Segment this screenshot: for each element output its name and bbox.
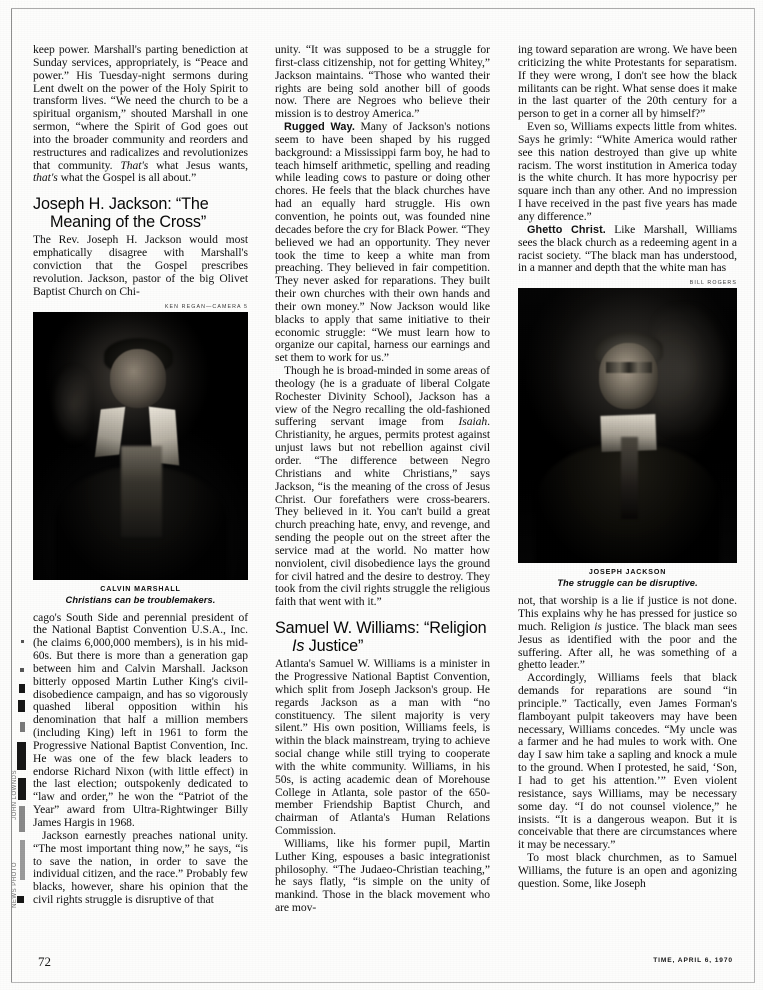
gutter-artifact bbox=[17, 742, 26, 770]
italic-word: is bbox=[594, 619, 602, 633]
photo-highlight bbox=[50, 365, 89, 445]
photo-calvin-marshall bbox=[33, 312, 248, 580]
gutter-speck bbox=[21, 640, 24, 643]
issue-line: TIME, APRIL 6, 1970 bbox=[653, 957, 733, 964]
italic-phrase: That's bbox=[120, 158, 149, 172]
section-heading-jackson bbox=[33, 196, 248, 231]
page-number: 72 bbox=[38, 954, 51, 969]
paragraph: The Rev. Joseph H. Jackson would most emphatically disagree with Marshall's conviction that the Gospel prescribes revolution. Jackson, pastor of the big Olivet Baptist Church on Chi- bbox=[33, 233, 248, 298]
gutter-artifact bbox=[18, 700, 25, 712]
photo-necktie bbox=[621, 437, 639, 520]
column-middle bbox=[275, 44, 490, 915]
photo-caption-name: CALVIN MARSHALL bbox=[100, 584, 181, 593]
paragraph: Even so, Williams expects little from whites. Says he grimly: “White America would rather see this nation destroyed than give up white racism. The worst institution in America today is the white church. It has more hypocrisy per square inch than any other. And no impression I have received in the past five years has made any difference.” bbox=[518, 120, 737, 223]
gutter-speck bbox=[20, 722, 25, 732]
column-left bbox=[33, 44, 248, 907]
paragraph-with-runin-heading bbox=[275, 121, 490, 365]
heading-line-2 bbox=[275, 638, 490, 656]
paragraph: not, that worship is a lie if justice is not done. This explains why he has pressed for justice so much. Religion is justice. The black man sees Jesus as identified with the poor and the suffering. After all, he was something of a ghetto leader.” bbox=[518, 594, 738, 672]
gutter-artifact bbox=[18, 778, 26, 800]
gutter-artifact bbox=[19, 684, 25, 693]
gutter-speck bbox=[20, 668, 24, 672]
italic-phrase: that's bbox=[33, 171, 58, 185]
runin-heading-ghetto-christ: Ghetto Christ. bbox=[527, 223, 606, 236]
paragraph: Atlanta's Samuel W. Williams is a minister in the Progressive National Baptist Convention, which split from Joseph Jackson's group. He regards Jackson as a man with “no constituency. The silent majority is very silent.” His own position, Williams feels, is within the black mainstream, trying to achieve social change while still trying to cooperate with the white community. Williams, in his 50s, is acting academic dean of Morehouse College in Atlanta, sole pastor of the 650-member Friendship Baptist Church, and chairman of Atlanta's Human Relations Commission. bbox=[275, 657, 490, 838]
article-columns bbox=[33, 43, 738, 944]
film-edge-top bbox=[11, 8, 755, 9]
photo-background-wall bbox=[654, 305, 728, 437]
paragraph: cago's South Side and perennial president of the National Baptist Convention U.S.A., Inc. (he claims 6,000,000 members), is in his mid-60s. But there is more than a generation gap between him and Calvin Marshall. Jackson bitterly opposed Martin Luther King's civil-disobedience campaign, and has so vigorously quashed liberal opposition within his denomination that half a million members (including King) left in 1961 to form the Progressive National Baptist Convention, Inc. He was one of the few black leaders to endorse Richard Nixon (with little effect) in the last election; outspokenly dedicated to “law and order,” he won the “Patriot of the Year” award from Ultra-Rightwinger Billy James Hargis in 1968. bbox=[33, 610, 248, 829]
photo-face bbox=[110, 349, 166, 408]
gutter-artifact bbox=[17, 896, 24, 903]
photo-caption-name: JOSEPH JACKSON bbox=[588, 568, 667, 577]
photo-glasses bbox=[606, 362, 652, 373]
photo-credit: BILL ROGERS bbox=[689, 280, 737, 287]
paragraph-text: Like Marshall, Williams sees the black church as a redeeming agent in a racist society. “The black man has understood, in a manner and depth that the white man has bbox=[518, 222, 737, 275]
runin-heading-rugged-way: Rugged Way. bbox=[284, 121, 355, 134]
paragraph: Accordingly, Williams feels that black demands for reparations are sound “in principle.” Tactically, even James Forman's flamboyant pulpit takeovers may have been necessary, Williams concedes. “My uncle was a farmer and he had mules to work with. One day I saw him take a sapling and knock a mule to the ground. When I protested, he said, ‘Son, I had to get his attention.’” Even violent resistance, says Williams, may be necessary some day. “I do not counsel violence,” he insists. “It is a dangerous weapon. But it is conceivable that there are circumstances where it may be necessary.” bbox=[518, 671, 737, 852]
gutter-speck bbox=[20, 840, 25, 880]
photo-block-calvin-marshall bbox=[33, 304, 248, 605]
heading-line-2-rest: Justice” bbox=[304, 636, 364, 655]
photo-stole bbox=[121, 446, 162, 537]
paragraph: Williams, like his former pupil, Martin Luther King, espouses a basic integrationist philosophy. “The Judaeo-Christian teaching,” he says flatly, “is simple on the unity of mankind. Those in the black movement who are mov- bbox=[275, 836, 490, 915]
gutter-marginal-text-2: NEWS PHOTO bbox=[12, 862, 18, 908]
film-edge-bottom bbox=[11, 982, 755, 983]
photo-face bbox=[599, 343, 658, 409]
film-edge-right bbox=[754, 8, 755, 982]
paragraph-text: Many of Jackson's notions seem to have been shaped by his rugged background: a Mississippi farm boy, he had to teach himself arithmetic, spelling and reading while leading cows to pasture or doing other chores. He feels that the black churches have had an equally hard struggle. His own convention, he points out, was founded nine decades before the cry for Black Power. “They believed we had an opportunity. They never took the time to keep a white man from preaching. They believed in fair competition. They never asked for reparations. They built their own churches with their own hands and their own money.” Now Jackson would like blacks to apply that same initiative to their economic struggle: “We must learn how to organize our capital, harness our earnings and set them to work for us.” bbox=[275, 120, 490, 365]
paragraph: Though he is broad-minded in some areas of theology (he is a graduate of liberal Colgate Rochester Divinity School), Jackson has a view of the Negro recalling the old-fashioned suffering servant image from Isaiah. Christianity, he argues, permits protest against unjust laws but not rebellion against civil order. “The difference between Negro Christians and white Christians,” says Jackson, “is the meaning of the cross of Jesus Christ. Our forefathers were cross-bearers. They believed in it. You can't build a great church preaching hate, envy, and revenge, and sending the people out on the street after the service mad at the world. No matter how nonviolent, civil disobedience lays the ground for civil hatred and the desire to destroy. They took from the civil rights struggle the religious faith that went with it.” bbox=[275, 364, 490, 609]
heading-line-1: Joseph H. Jackson: “The bbox=[33, 195, 209, 214]
italic-book-title: Isaiah bbox=[458, 415, 488, 429]
gutter-speck bbox=[19, 806, 25, 832]
photo-caption-line: Christians can be troublemakers. bbox=[65, 594, 216, 605]
paragraph: keep power. Marshall's parting benediction at Sunday services, appropriately, is “Peace and power.” His Tuesday-night sermons during Lent dwelt on the power of the Holy Spirit to transform lives. “We need the church to be a spiritual organism,” shouted Marshall in one sermon, “where the Spirit of God goes out into the broader community and reorders and restructures and radicalizes and revolutionizes that community. That's what Jesus wants, that's what the Gospel is all about.” bbox=[33, 43, 248, 185]
paragraph-with-runin-heading bbox=[518, 224, 737, 275]
column-right bbox=[518, 44, 737, 891]
paragraph: To most black churchmen, as to Samuel Williams, the future is an open and agonizing question. Some, like Joseph bbox=[518, 851, 737, 890]
heading-line-1: Samuel W. Williams: “Religion bbox=[275, 619, 487, 638]
gutter-marginal-text: JOHN LOWNDS bbox=[12, 770, 18, 820]
paragraph: Jackson earnestly preaches national unity. “The most important thing now,” he says, “is to save the nation, in order to save the individual citizen, and the race.” Probably few blacks, however, share his opinion that the civil rights struggle is disruptive of that bbox=[33, 828, 248, 907]
heading-italic-word: Is bbox=[292, 636, 305, 655]
heading-line-2: Meaning of the Cross” bbox=[50, 212, 207, 231]
photo-caption-line: The struggle can be disruptive. bbox=[557, 578, 698, 589]
photo-block-joseph-jackson bbox=[518, 280, 737, 588]
photo-joseph-jackson bbox=[518, 288, 737, 563]
paragraph: ing toward separation are wrong. We have been criticizing the white Protestants for separatism. If they were wrong, I don't see how the black militants can be right. What sense does it make in the last quarter of the 20th century for a person to get in a corner all by himself?” bbox=[518, 43, 737, 121]
section-heading-williams bbox=[275, 620, 490, 655]
paragraph: unity. “It was supposed to be a struggle for first-class citizenship, not for getting Whitey,” Jackson maintains. “Those who wanted their rights are being sold another bill of goods now. There are Negroes who believe their mission is to destroy America.” bbox=[275, 43, 490, 121]
film-edge-left bbox=[11, 8, 12, 982]
photo-credit: KEN REGAN—CAMERA 5 bbox=[164, 303, 248, 310]
